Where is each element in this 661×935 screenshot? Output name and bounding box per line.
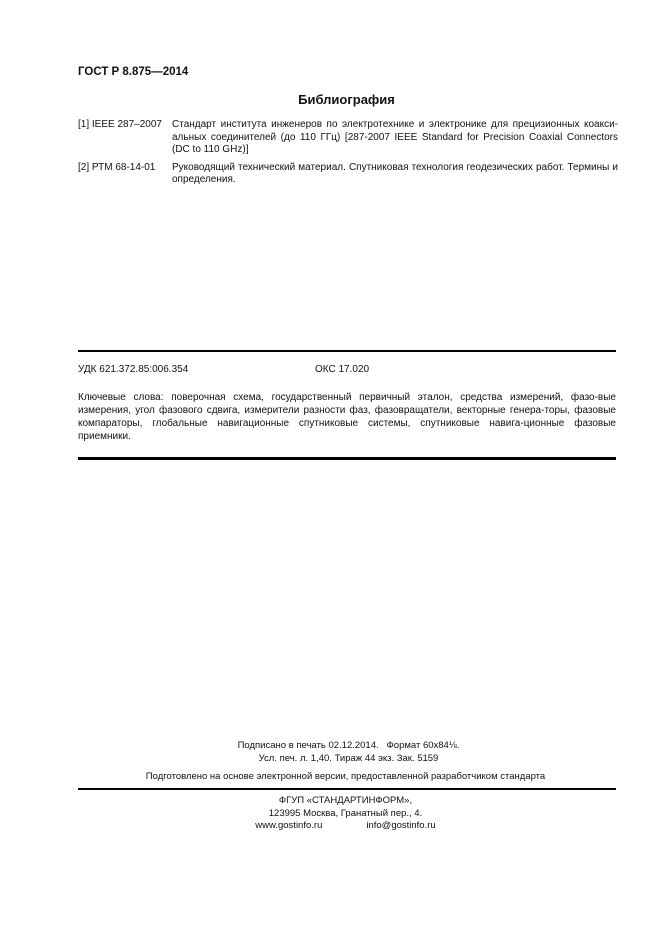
publisher-address: 123995 Москва, Гранатный пер., 4.	[268, 807, 423, 819]
bibliography-ref: [2] РТМ 68-14-01	[78, 161, 156, 173]
publisher-website: www.gostinfo.ru	[255, 820, 323, 831]
divider-thick	[78, 457, 616, 460]
publisher-email: info@gostinfo.ru	[366, 820, 436, 831]
prepared-note: Подготовлено на основе электронной версии, предоставленной разработчиком стандарта	[145, 771, 546, 782]
divider-bottom	[78, 788, 616, 790]
bibliography-entry	[78, 119, 618, 157]
keywords: Ключевые слова: поверочная схема, государственный первичный эталон, средства измерений, фазо-вые измерения, угол фазового сдвига, измерители разности фаз, фазовращатели, векторные генера-торы, фазовые компараторы, глобальные навигационные спутниковые системы, спутниковые навига-ционные фазовые приемники.	[78, 392, 616, 442]
imprint	[0, 740, 661, 765]
bibliography-text: Руководящий технический материал. Спутниковая технология геодезических работ. Термины и определения.	[172, 161, 618, 185]
publisher-contacts	[30, 820, 661, 833]
divider-top	[78, 350, 616, 352]
publisher-name: ФГУП «СТАНДАРТИНФОРМ»,	[278, 795, 413, 806]
publisher-block	[0, 795, 661, 833]
oks-code: ОКС 17.020	[315, 364, 370, 375]
bibliography-title: Библиография	[298, 92, 395, 107]
standard-number: ГОСТ Р 8.875—2014	[78, 66, 189, 78]
bibliography-list	[78, 119, 618, 192]
bibliography-entry	[78, 162, 618, 187]
imprint-line-1: Подписано в печать 02.12.2014. Формат 60х84⅛.	[237, 740, 460, 751]
udk-code: УДК 621.372.85:006.354	[78, 364, 189, 375]
bibliography-ref: [1] IEEE 287–2007	[78, 119, 162, 130]
bibliography-text: Стандарт института инженеров по электротехнике и электронике для прецизионных коакси-альных соединителей (до 110 ГГц) [287-2007 IEEE Standard for Precision Coaxial Connectors (DC to 110 GHz)]	[172, 119, 618, 155]
imprint-line-2: Усл. печ. л. 1,40. Тираж 44 экз. Зак. 5159	[258, 752, 439, 764]
